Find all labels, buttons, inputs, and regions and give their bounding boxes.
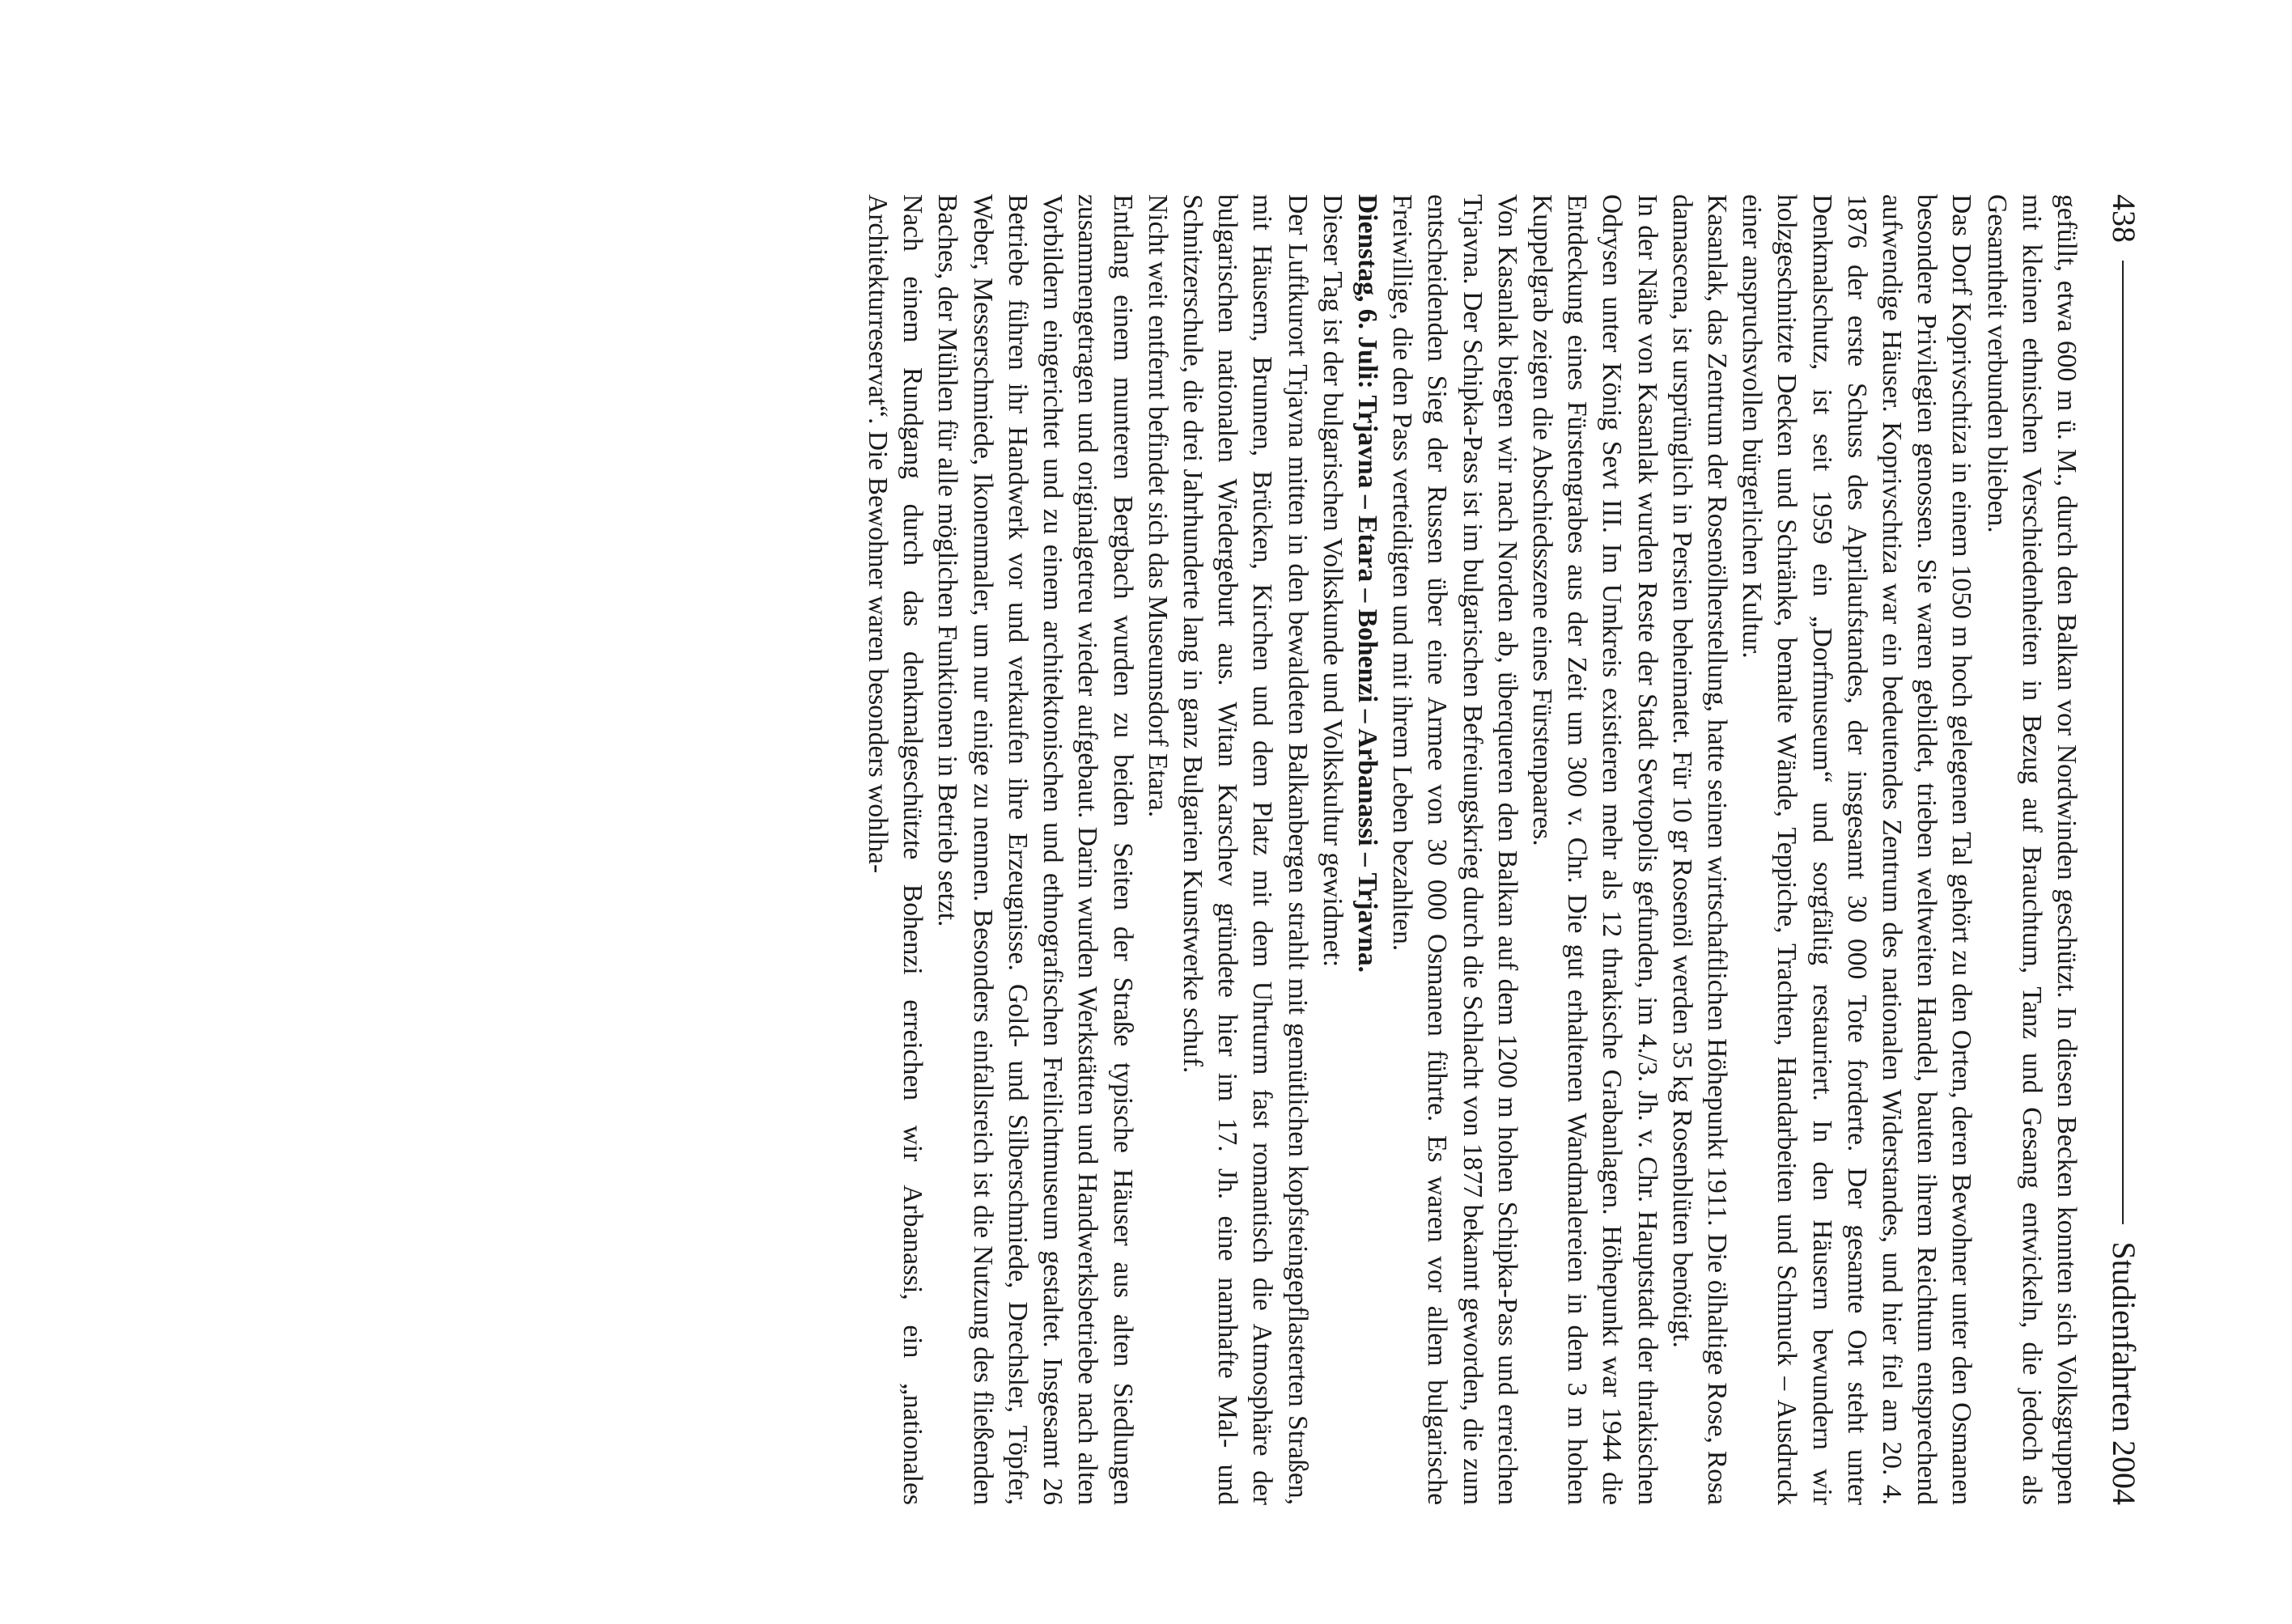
page-header — [2100, 194, 2149, 1505]
paragraph: Von Kasanlak biegen wir nach Norden ab, überqueren den Balkan auf dem 1200 m hohen Schipka-Pass und erreichen Trjavna. Der Schipka-Pass ist im bulgarischen Befreiungskrieg durch die Schlacht von 1877 bekannt geworden, die zum entscheidenden Sieg der Russen über eine Armee von 30 000 Osmanen führte. Es waren vor allem bulgarische Freiwillige, die den Pass verteidigten und mit ihrem Leben bezahlten. — [1387, 194, 1522, 1505]
page-number: 438 — [2106, 194, 2143, 243]
rotated-printed-page — [303, 194, 2149, 1505]
paragraph: Entlang einem munteren Bergbach wurden zu beiden Seiten der Straße typische Häuser aus alten Siedlungen zusammengetragen und originalgetreu wieder aufgebaut. Darin wurden Werkstätten und Handwerksbetriebe nach alten Vorbildern eingerichtet und zu einem architektonischen und ethnografischen Freilichtmuseum gestaltet. Insgesamt 26 Betriebe führen ihr Handwerk vor und verkaufen ihre Erzeugnisse. Gold- und Silberschmiede, Drechsler, Töpfer, Weber, Messerschmiede, Ikonenmaler, um nur einige zu nennen. Besonders einfallsreich ist die Nutzung des fließenden Baches, der Mühlen für alle möglichen Funktionen in Betrieb setzt. — [932, 194, 1138, 1505]
paragraph: In der Nähe von Kasanlak wurden Reste der Stadt Sevtopolis gefunden, im 4./3. Jh. v. Chr. Hauptstadt der thrakischen Odrysen unter König Sevt III. Im Umkreis existieren mehr als 12 thrakische Grabanlagen. Höhepunkt war 1944 die Entdeckung eines Fürstengrabes aus der Zeit um 300 v. Chr. Die gut erhaltenen Wandmalereien in dem 3 m hohen Kuppelgrab zeigen die Abschiedsszene eines Fürstenpaares. — [1526, 194, 1662, 1505]
paragraph: Kasanlak, das Zentrum der Rosenölherstellung, hatte seinen wirtschaftlichen Höhepunkt 1911. Die ölhaltige Rose, Rosa damascena, ist ursprünglich in Persien beheimatet. Für 10 gr Rosenöl werden 35 kg Rosenblüten benötigt. — [1666, 194, 1732, 1505]
header-rule — [2122, 261, 2124, 1224]
paragraph: Der Luftkurort Trjavna mitten in den bewaldeten Balkanbergen strahlt mit gemütlichen kopfsteingepflasterten Straßen, mit Häusern, Brunnen, Brücken, Kirchen und dem Platz mit dem Uhrturm fast romantisch die Atmosphäre der bulgarischen nationalen Wiedergeburt aus. Witan Karschev gründete hier im 17. Jh. eine namhafte Mal- und Schnitzerschule, die drei Jahrhunderte lang in ganz Bulgarien Kunstwerke schuf. — [1177, 194, 1313, 1505]
section-heading: Dienstag, 6. Juli: Trjavna – Etara – Bohenzi – Arbanassi – Trjavna. — [1352, 194, 1382, 973]
paragraph: Nach einem Rundgang durch das denkmalgeschützte Bohenzi erreichen wir Arbanassi, ein „nationales Architekturreservat“. Die Bewohner waren besonders wohlha- — [863, 194, 928, 1505]
paragraph: Das Dorf Koprivschtiza in einem 1050 m hoch gelegenen Tal gehört zu den Orten, deren Bewohner unter den Osmanen besondere Privilegien genossen. Sie waren gebildet, trieben weltweiten Handel, bauten ihrem Reichtum entsprechend aufwendige Häuser. Koprivschtiza war ein bedeutendes Zentrum des nationalen Widerstandes, und hier fiel am 20. 4. 1876 der erste Schuss des Aprilaufstandes, der insgesamt 30 000 Tote forderte. Der gesamte Ort steht unter Denkmalschutz, ist seit 1959 ein „Dorfmuseum“ und sorgfältig restauriert. In den Häusern bewundern wir holzgeschnitzte Decken und Schränke, bemalte Wände, Teppiche, Trachten, Handarbeiten und Schmuck – Ausdruck einer anspruchsvollen bürgerlichen Kultur. — [1737, 194, 1977, 1505]
paragraph: Dieser Tag ist der bulgarischen Volkskunde und Volkskultur gewidmet: — [1317, 194, 1348, 968]
body-text — [860, 194, 2084, 1505]
running-title: Studienfahrten 2004 — [2106, 1241, 2143, 1505]
paragraph: Nicht weit entfernt befindet sich das Museumsdorf Etara. — [1142, 194, 1173, 818]
paragraph: gefüllt, etwa 600 m ü. M., durch den Balkan vor Nordwinden geschützt. In diesen Becken konnten sich Volksgruppen mit kleinen ethnischen Verschiedenheiten in Bezug auf Brauchtum, Tanz und Gesang entwickeln, die jedoch als Gesamtheit verbunden blieben. — [1981, 194, 2082, 1505]
